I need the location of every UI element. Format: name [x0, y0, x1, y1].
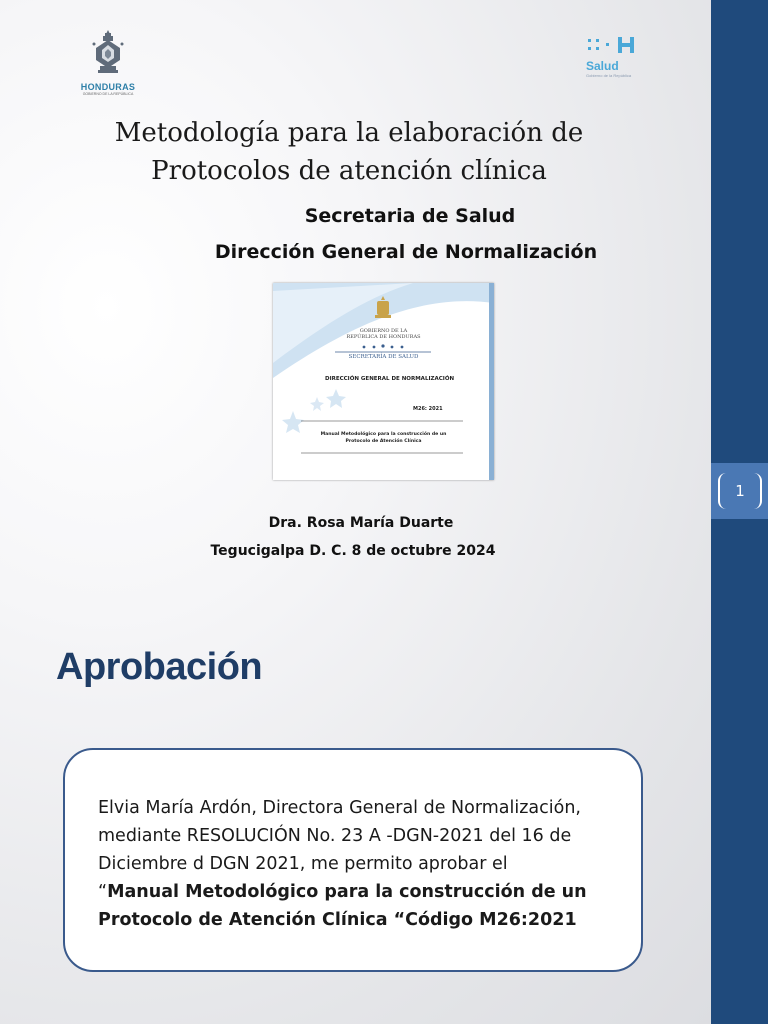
- manual-cover-image: [273, 283, 494, 480]
- honduras-logo: [70, 30, 146, 96]
- cover-secretaria: SECRETARÍA DE SALUD: [348, 354, 419, 360]
- approval-line-2: mediante RESOLUCIÓN No. 23 A -DGN-2021 del 16 de: [98, 826, 572, 846]
- cover-manual-line-2: Protocolo de Atención Clínica: [345, 439, 422, 444]
- cover-manual-title: [273, 431, 494, 445]
- manual-title-bold-1: Manual Metodológico para la construcción de un: [107, 882, 587, 902]
- cover-code: M26: 2021: [413, 406, 443, 412]
- cover-gov-line-2: REPÚBLICA DE HONDURAS: [346, 334, 421, 340]
- org-name: Secretaria de Salud: [304, 205, 516, 227]
- salud-logo-tagline: Gobierno de la República: [586, 73, 632, 78]
- manual-title-bold-2: Protocolo de Atención Clínica “Código M26:2021: [98, 910, 577, 930]
- cover-government: [273, 328, 494, 340]
- honduras-logo-tagline: GOBIERNO DE LA REPÚBLICA: [82, 92, 134, 96]
- salud-logo-text: Salud: [586, 59, 619, 73]
- org-department: Dirección General de Normalización: [214, 241, 598, 263]
- approval-line-3: Diciembre d DGN 2021, me permito aprobar el: [98, 854, 508, 874]
- place-date: Tegucigalpa D. C. 8 de octubre 2024: [210, 543, 496, 559]
- cover-gov-line-1: GOBIERNO DE LA: [359, 328, 408, 334]
- author-name: Dra. Rosa María Duarte: [268, 515, 454, 531]
- approval-line-4: [98, 878, 638, 906]
- coat-of-arms-icon: [88, 30, 128, 76]
- approval-line-5: [98, 906, 638, 934]
- title-line-2: Protocolos de atención clínica: [151, 156, 547, 186]
- presentation-title: [60, 114, 638, 190]
- cover-direccion: DIRECCIÓN GENERAL DE NORMALIZACIÓN: [325, 376, 455, 382]
- section-heading: Aprobación: [56, 646, 263, 688]
- honduras-logo-text: HONDURAS: [80, 82, 136, 92]
- approval-text: [98, 794, 638, 934]
- page-number: 1: [718, 473, 762, 509]
- salud-logo: [586, 36, 656, 78]
- title-line-1: Metodología para la elaboración de: [114, 118, 584, 148]
- cover-manual-line-1: Manual Metodológico para la construcción de un: [320, 432, 447, 437]
- approval-line-1: Elvia María Ardón, Directora General de Normalización,: [98, 798, 581, 818]
- salud-h-icon: [586, 36, 638, 54]
- quote-mark: “: [98, 882, 108, 902]
